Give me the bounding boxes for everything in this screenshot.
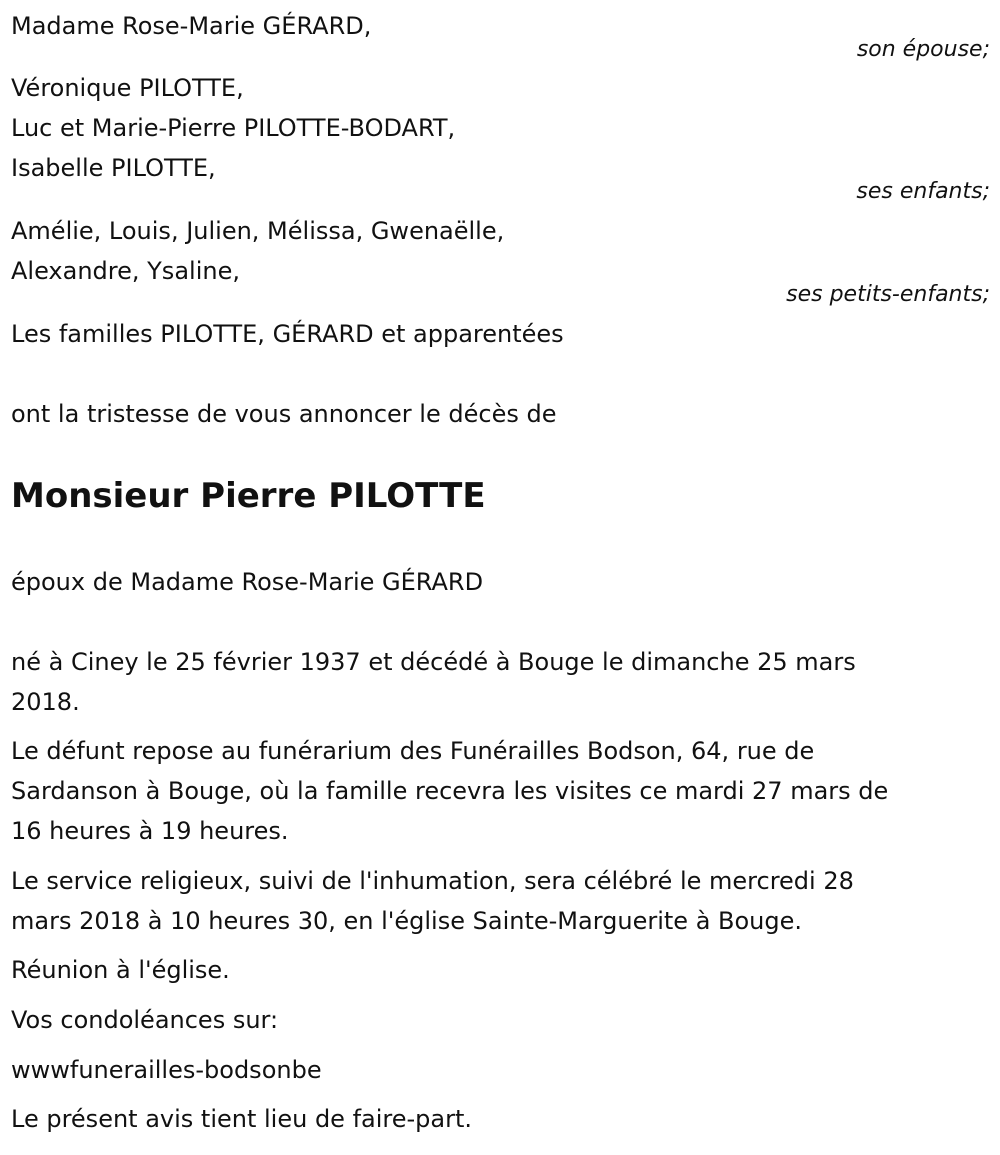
grandchildren-relation: ses petits-enfants;	[786, 282, 990, 307]
child-line-2: Luc et Marie-Pierre PILOTTE-BODART,	[11, 114, 456, 142]
child-line-1: Véronique PILOTTE,	[11, 74, 244, 102]
condolences-label: Vos condoléances sur:	[11, 1006, 279, 1034]
deceased-name: Monsieur Pierre PILOTTE	[11, 476, 486, 516]
grandchildren-line-1: Amélie, Louis, Julien, Mélissa, Gwenaëlle,	[11, 217, 505, 245]
service-line-1: Le service religieux, suivi de l'inhumation, sera célébré le mercredi 28	[11, 867, 854, 895]
rest-place-line-1: Le défunt repose au funérarium des Funérailles Bodson, 64, rue de	[11, 737, 815, 765]
meeting-line: Réunion à l'église.	[11, 956, 230, 984]
spouse-relation: son épouse;	[856, 37, 990, 62]
announcement-intro: ont la tristesse de vous annoncer le décès de	[11, 400, 557, 428]
grandchildren-line-2: Alexandre, Ysaline,	[11, 257, 240, 285]
rest-place-line-2: Sardanson à Bouge, où la famille recevra les visites ce mardi 27 mars de	[11, 777, 889, 805]
notice-line: Le présent avis tient lieu de faire-part.	[11, 1105, 473, 1133]
rest-place-line-3: 16 heures à 19 heures.	[11, 817, 289, 845]
children-relation: ses enfants;	[856, 179, 990, 204]
spouse-line: Madame Rose-Marie GÉRARD,	[11, 12, 372, 40]
service-line-2: mars 2018 à 10 heures 30, en l'église Sainte-Marguerite à Bouge.	[11, 907, 803, 935]
birth-death-line-2: 2018.	[11, 688, 80, 716]
spouse-of-line: époux de Madame Rose-Marie GÉRARD	[11, 568, 484, 596]
families-line: Les familles PILOTTE, GÉRARD et apparentées	[11, 320, 564, 348]
birth-death-line-1: né à Ciney le 25 février 1937 et décédé à Bouge le dimanche 25 mars	[11, 648, 856, 676]
child-line-3: Isabelle PILOTTE,	[11, 154, 216, 182]
website-link[interactable]: wwwfunerailles-bodsonbe	[11, 1056, 322, 1084]
